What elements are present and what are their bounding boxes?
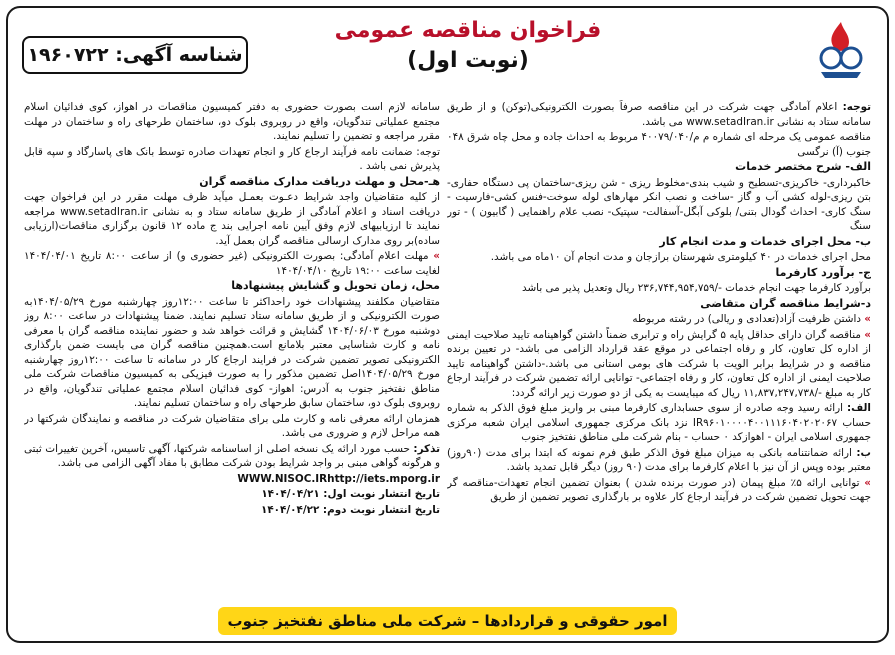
notice-header	[8, 8, 887, 100]
section-heading: محل، زمان تحویل و گشایش پیشنهادها	[231, 279, 440, 292]
list-item: » توانایی ارائه ۵٪ مبلغ پیمان (در صورت برنده شدن ) بعنوان تضمین انجام تعهدات-مناقصه گر جهت تحویل تضمین شرکت در فرآیند ارجاع کار علاوه بر بارگذاری تصویر تضمین از طریق	[447, 476, 871, 503]
ad-id-box: شناسه آگهی: ۱۹۶۰۷۲۲	[22, 36, 248, 74]
tender-notice	[6, 6, 889, 643]
notice-body	[24, 100, 871, 604]
publish-date-2: تاریخ انتشار نوبت دوم: ۱۴۰۴/۰۴/۲۲	[260, 503, 440, 516]
paragraph: سامانه لازم است بصورت حضوری به دفتر کمیسیون مناقصات در اهواز، کوی فدائیان اسلام مجتمع عملیاتی تندگویان، واقع در روبروی بلوک دو، ساختمان طرحهای راه و ساختمان در مهلت مقرر مراجعه و تضمین را تسلیم نمایند.	[24, 101, 440, 142]
paragraph: از کلیه متقاضیان واجد شرایط دعـوت بعمـل میآید ظرف مهلت مقرر در این فراخوان جهت دریافت اسناد و اعلام آمادگی از طریق سامانه ستاد و به نشانی www.setadIran.ir مراجعه نمایند تا ارزیابیهای لازم وفق آیین نامه اجرایی بند ج ماده ۱۲ قانون برگزاری مناقصات(ارزیابی ساده)بر روی مدارک ارسالی مناقصه گران بعمل آید.	[24, 191, 440, 247]
section-heading: ب- محل اجرای خدمات و مدت انجام کار	[659, 234, 871, 248]
notice-title: فراخوان مناقصه عمومی	[334, 18, 602, 43]
paragraph: توجه: اعلام آمادگی جهت شرکت در این مناقصه صرفاً بصورت الکترونیکی(توکن) و از طریق سامانه ستاد به نشانی www.setadIran.ir می باشد.	[447, 101, 871, 128]
publish-date-1: تاریخ انتشار نوبت اول: ۱۴۰۴/۰۴/۲۱	[261, 488, 440, 500]
paragraph: الف: ارائه رسید وجه صادره از سوی حسابداری کارفرما مبنی بر واریز مبلغ فوق الذکر به شماره حساب IR۹۶۰۱۰۰۰۰۴۰۰۱۱۱۶۰۴۰۲۰۲۰۶۷ نزد بانک مرکزی جمهوری اسلامی ایران شعبه مرکزی جمهوری اسلامی ایران - اهوازکد ۰ حساب - بنام شرکت ملی مناطق نفتخیز جنوب	[447, 402, 871, 443]
section-heading: ج- برآورد کارفرما	[775, 265, 871, 279]
section-heading: هـ-محل و مهلت دریافت مدارک مناقصه گران	[199, 174, 440, 188]
right-column	[447, 100, 871, 604]
left-column	[24, 100, 440, 604]
title-block	[308, 16, 628, 76]
section-heading: الف- شرح مختصر خدمات	[735, 160, 871, 173]
list-item: » داشتن ظرفیت آزاد(تعدادی و ریالی) در رشته مربوطه	[632, 313, 871, 325]
paragraph: محل اجرای خدمات در ۴۰ کیلومتری شهرستان برازجان و مدت انجام آن ۱۰ماه می باشد.	[490, 251, 871, 263]
section-heading: د-شرایط مناقصه گران متقاضی	[700, 296, 871, 310]
nisoc-logo	[763, 16, 873, 100]
footer-banner: امور حقوقی و قراردادها – شرکت ملی مناطق نفتخیز جنوب	[218, 607, 677, 635]
paragraph: خاکبرداری- خاکریزی-تسطیح و شیب بندی-مخلوط ریزی - شن ریزی-ساختمان پی دستگاه حفاری-بتن ریزی-لوله کشی آب و گاز -ساخت و نصب انکر مهارهای لوله سوخت-فنس کشی-فارسیت - سنگ کاری- احداث گودال بتنی/ بلوکی آبگل-آسفالت- سپتیک- نصب علام راهنمایی ( گابیون ) - تور سنگ	[447, 176, 871, 232]
list-item: » مناقصه گران دارای حداقل پایه ۵ گرایش راه و ترابری ضمناً داشتن گواهینامه تایید صلاحیت ایمنی از اداره کل تعاون، کار و رفاه اجتماعی در موقع عقد قرارداد الزامی می باشد- در تعیین برنده مناقصه و در شرایط برابر الویت با شرکت های بومی استانی می باشد.-داشتن گواهینامه تایید صلاحیت ایمنی از اداره کل تعاون، کار و رفاه اجتماعی- توانایی ارائه تضمین شرکت در فرآیند ارجاع کار به مبلغ -/۱۱,۸۳۷,۲۴۷,۷۳۸ ریال که میبایست به یکی از دو صورت زیر ارائه گردد:	[447, 328, 871, 399]
list-item: » مهلت اعلام آمادگی: بصورت الکترونیکی (غیر حضوری و) از ساعت ۸:۰۰ تاریخ ۱۴۰۴/۰۴/۰۱ لغایت ساعت ۱۹:۰۰ تاریخ ۱۴۰۴/۰۴/۱۰	[24, 250, 440, 277]
paragraph: متقاضیان مکلفند پیشنهادات خود راحداکثر تا ساعت ۱۲:۰۰روز چهارشنبه مورخ ۱۴۰۴/۰۵/۲۹به صورت الکترونیکی و از طریق سامانه ستاد تسلیم نمایند. ضمنا پیشنهادات در ساعت ۸:۰۰ روز دوشنبه مورخ ۱۴۰۴/۰۶/۰۳ گشایش و قرائت خواهد شد و حضور نماینده مناقصه گران با معرفی نامه و کارت شناسایی معتبر بلامانع است.همچنین مناقصه گران می بایست ضمن بارگذاری الکترونیکی تصویر تضمین شرکت در فرایند ارجاع کار در سامانه تا ساعت ۱۲:۰۰روز چهارشنبه مورخ ۱۴۰۴/۰۵/۲۹اصل تضمین مذکور را به صورت فیزیکی به کمیسیون مناقصات شرکت ملی مناطق نفتخیز جنوب به آدرس: اهواز- کوی فدائیان اسلام مجتمع عملیاتی تندگویان، واقع در روبروی بلوک دو، ساختمان سابق طرحهای راه و ساختمان تسلیم نمایند.	[24, 295, 440, 409]
paragraph: ب: ارائه ضمانتنامه بانکی به میزان مبلغ فوق الذکر طبق فرم نمونه که ابتدا برای مدت (۹۰روز) معتبر بوده وپس از آن نیز با اعلام کارفرما برای مدت (۹۰ روز) دیگر قابل تمدید باشد.	[447, 446, 871, 473]
website-links[interactable]: WWW.NISOC.IRhttp://iets.mporg.ir	[237, 472, 440, 485]
paragraph: همزمان ارائه معرفی نامه و کارت ملی برای متقاضیان شرکت در مناقصه و نمایندگان شرکتها در همه مراحل لازم و ضروری می باشد.	[24, 412, 440, 439]
paragraph: توجه: ضمانت نامه فرآیند ارجاع کار و انجام تعهدات صادره توسط بانک های پاسارگاد و سپه قابل پذیرش نمی باشد .	[24, 145, 440, 172]
paragraph: مناقصه عمومی یک مرحله ای شماره م م/۴۰۰۷۹/۰۴۰ مربوط به احداث جاده و محل چاه شرق ۰۴۸ جنوب (آ) نرگسی	[447, 131, 871, 158]
paragraph: تذکر: حسب مورد ارائه یک نسخه اصلی از اساسنامه شرکتها، آگهی تاسیس، آخرین تغییرات ثبتی و هرگونه گواهی مبنی بر واجد شرایط بودن شرکت مطابق با مفاد آگهی الزامی می باشد.	[24, 442, 440, 469]
paragraph: برآورد کارفرما جهت انجام خدمات -/۲۳۶,۷۴۴,۹۵۴,۷۵۹ ریال وتعدیل پذیر می باشد	[522, 282, 871, 294]
notice-round: (نوبت اول)	[407, 48, 529, 73]
